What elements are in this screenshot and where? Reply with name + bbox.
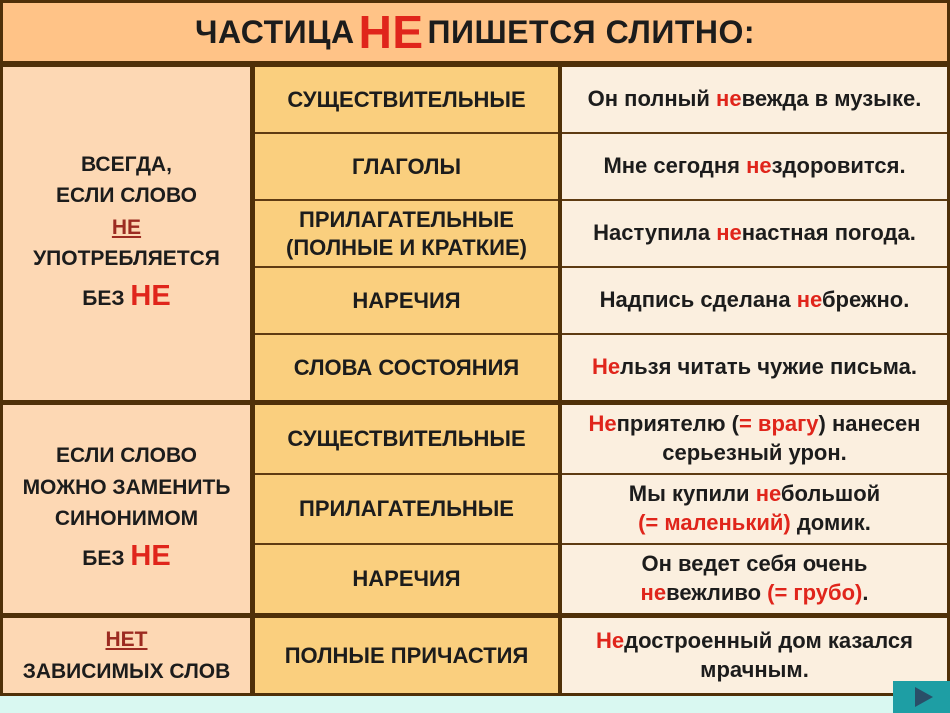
text-segment: ) нанесен xyxy=(818,411,921,437)
text-segment: БЕЗ xyxy=(82,286,131,310)
text-segment: Не xyxy=(588,411,617,437)
part-of-speech-cell: ПРИЛАГАТЕЛЬНЫЕ xyxy=(255,475,558,545)
part-of-speech-cell: НАРЕЧИЯ xyxy=(255,268,558,335)
rule-group-2 xyxy=(3,405,947,618)
example-text xyxy=(603,152,905,181)
text-segment: ЧАСТИЦА xyxy=(194,13,355,50)
text-segment: приятелю ( xyxy=(616,411,739,437)
example-cell xyxy=(562,201,947,268)
text-segment: Мне сегодня xyxy=(603,153,747,179)
condition-cell xyxy=(3,618,255,693)
condition-cell xyxy=(3,67,255,400)
condition-text xyxy=(23,440,231,578)
example-column xyxy=(562,405,947,613)
rule-group-3 xyxy=(3,618,947,693)
example-text xyxy=(588,85,922,114)
text-segment: УПОТРЕБЛЯЕТСЯ xyxy=(33,247,220,271)
text-segment: не xyxy=(716,86,742,112)
example-cell xyxy=(562,268,947,335)
part-of-speech-cell: СУЩЕСТВИТЕЛЬНЫЕ xyxy=(255,405,558,475)
text-segment: (= грубо) xyxy=(767,580,863,605)
example-cell xyxy=(562,618,947,693)
text-segment: . xyxy=(862,580,869,605)
part-of-speech-cell: ПОЛНЫЕ ПРИЧАСТИЯ xyxy=(284,642,529,668)
text-segment: здоровится. xyxy=(771,153,906,179)
example-text xyxy=(641,550,869,607)
text-segment: не xyxy=(640,580,667,605)
text-segment: настная погода. xyxy=(741,220,916,246)
condition-text xyxy=(33,149,220,319)
text-segment: Он ведет себя очень xyxy=(641,551,868,577)
text-segment: мрачным. xyxy=(700,656,809,682)
play-triangle-icon xyxy=(915,687,933,707)
text-segment: не xyxy=(796,287,822,313)
text-segment: ВСЕГДА, xyxy=(81,152,172,176)
text-segment: БЕЗ xyxy=(82,546,131,570)
text-segment: не xyxy=(755,481,781,507)
text-segment: вежда в музыке. xyxy=(741,86,922,112)
text-segment: НЕ xyxy=(130,539,171,572)
text-segment: Не xyxy=(595,627,625,653)
example-column xyxy=(562,618,947,693)
text-segment: НЕ xyxy=(358,6,424,58)
text-segment: НЕТ xyxy=(105,628,148,651)
text-segment: большой xyxy=(780,481,881,507)
text-segment: Не xyxy=(592,354,621,380)
text-segment: ЕСЛИ СЛОВО xyxy=(55,184,197,208)
next-slide-button[interactable] xyxy=(893,681,950,713)
text-segment: НЕ xyxy=(130,279,171,312)
text-segment: льзя читать чужие письма. xyxy=(620,354,917,380)
footer-strip xyxy=(0,696,950,713)
example-text xyxy=(592,353,917,382)
part-of-speech-cell: СЛОВА СОСТОЯНИЯ xyxy=(293,354,520,380)
text-segment: Мы купили xyxy=(628,481,756,507)
text-segment: Надпись сделана xyxy=(599,287,797,313)
example-text xyxy=(629,480,880,537)
example-cell xyxy=(562,67,947,134)
part-of-speech-cell: ПРИЛАГАТЕЛЬНЫЕ (ПОЛНЫЕ И КРАТКИЕ) xyxy=(255,201,558,268)
text-segment: МОЖНО ЗАМЕНИТЬ xyxy=(22,475,231,499)
text-segment: достроенный дом казался xyxy=(624,627,913,653)
text-segment: НЕ xyxy=(111,215,142,239)
text-segment: Наступила xyxy=(593,220,717,246)
example-text xyxy=(600,286,910,315)
example-text xyxy=(589,410,921,467)
part-of-speech-column xyxy=(255,67,562,400)
part-of-speech-column xyxy=(255,618,562,693)
example-cell xyxy=(562,335,947,400)
text-segment: брежно. xyxy=(821,287,910,313)
text-segment: серьезный урон. xyxy=(662,440,847,465)
table-body xyxy=(3,67,947,693)
part-of-speech-cell: ГЛАГОЛЫ xyxy=(255,134,558,201)
part-of-speech-column xyxy=(255,405,562,613)
text-segment: (= маленький) xyxy=(638,510,791,535)
text-segment: ПИШЕТСЯ СЛИТНО: xyxy=(427,13,756,50)
text-segment: = врагу xyxy=(738,411,819,437)
text-segment: ЗАВИСИМЫХ СЛОВ xyxy=(22,659,231,683)
part-of-speech-cell: НАРЕЧИЯ xyxy=(352,566,461,592)
part-of-speech-cell: СУЩЕСТВИТЕЛЬНЫЕ xyxy=(255,67,558,134)
text-segment: не xyxy=(746,153,772,179)
page-title xyxy=(3,3,947,67)
text-segment: не xyxy=(716,220,742,246)
text-segment: Он полный xyxy=(587,86,717,112)
condition-cell xyxy=(3,405,255,613)
example-cell xyxy=(562,475,947,545)
text-segment: СИНОНИМОМ xyxy=(54,507,199,530)
example-column xyxy=(562,67,947,400)
example-cell xyxy=(562,545,947,613)
example-cell xyxy=(562,405,947,475)
condition-text xyxy=(23,624,231,687)
text-segment: домик. xyxy=(790,510,871,535)
text-segment: ЕСЛИ СЛОВО xyxy=(55,444,197,467)
text-segment: вежливо xyxy=(666,580,768,605)
example-cell xyxy=(562,134,947,201)
rule-group-1 xyxy=(3,67,947,405)
example-text xyxy=(593,219,916,248)
example-text xyxy=(596,627,913,684)
